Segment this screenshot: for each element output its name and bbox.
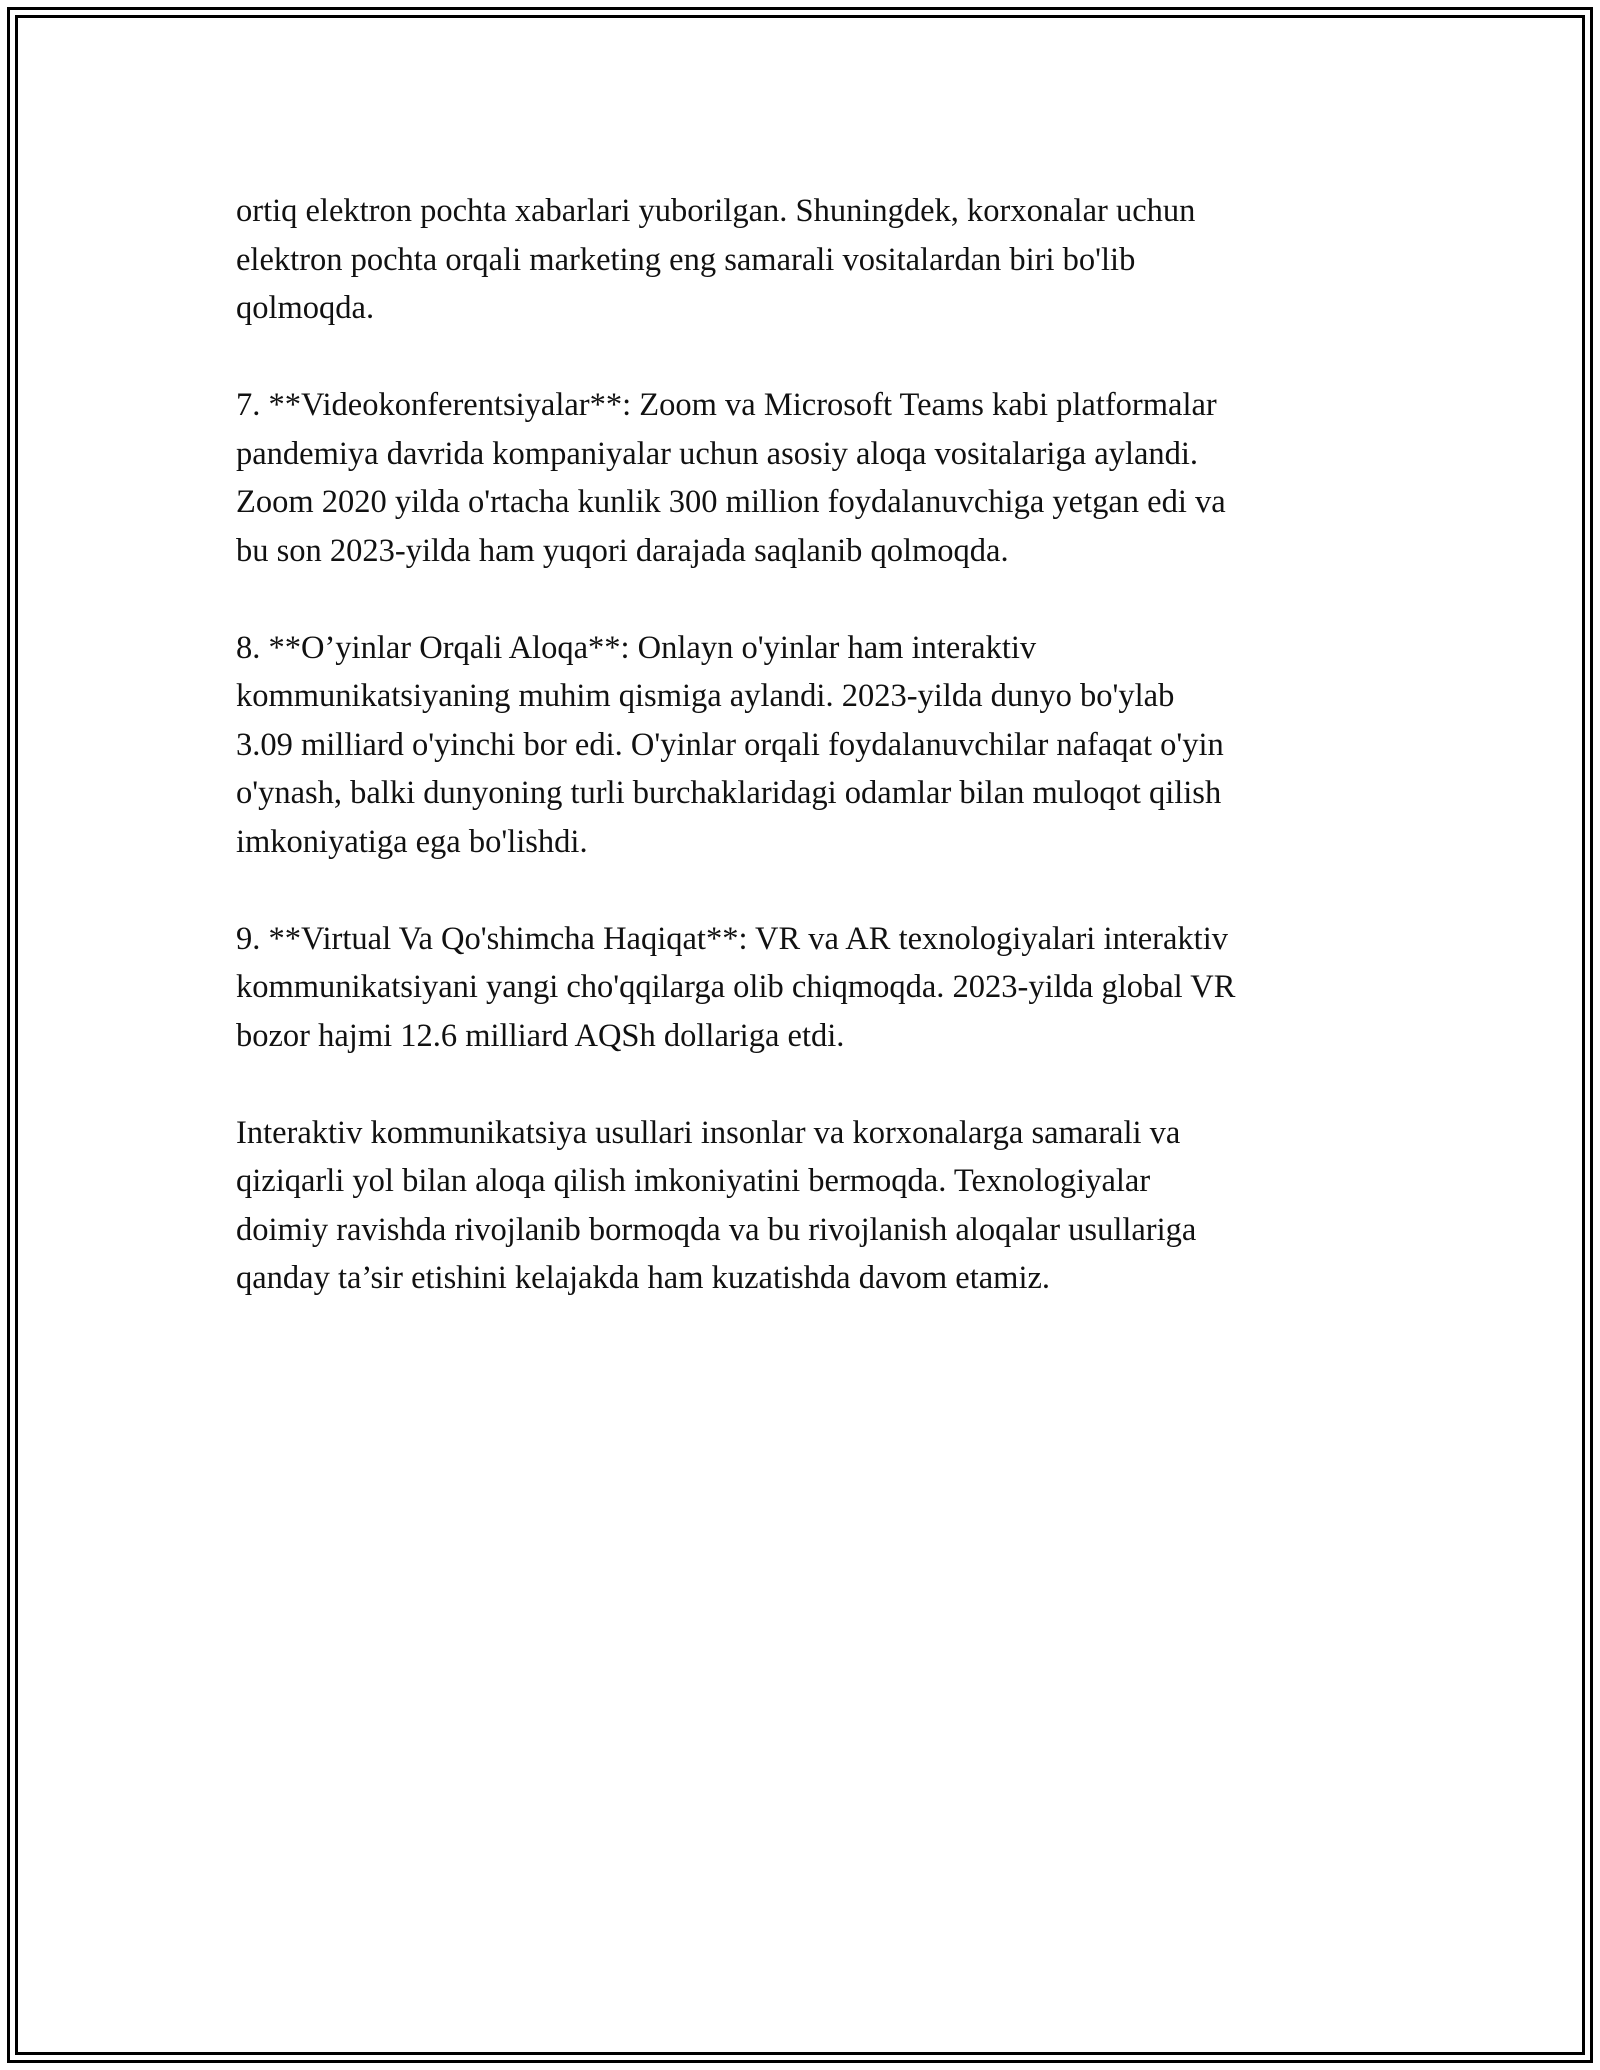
paragraph-virtual-augmented-reality: 9. **Virtual Va Qo'shimcha Haqiqat**: VR va AR texnologiyalari interaktiv kommunikatsiyani yangi cho'qqilarga olib chiqmoqda. 2023-yilda global VR bozor hajmi 12.6 milliard AQSh dollariga etdi. bbox=[236, 920, 1236, 1054]
paragraph-videoconferencing: 7. **Videokonferentsiyalar**: Zoom va Microsoft Teams kabi platformalar pandemiya davrida kompaniyalar uchun asosiy aloqa vositalariga aylandi. Zoom 2020 yilda o'rtacha kunlik 300 million foydalanuvchiga yetgan edi va bu son 2023-yilda ham yuqori darajada saqlanib qolmoqda. bbox=[236, 387, 1226, 569]
paragraph-email-continuation: ortiq elektron pochta xabarlari yuborilgan. Shuningdek, korxonalar uchun elektron pochta orqali marketing eng samarali vositalardan biri bo'lib qolmoqda. bbox=[236, 193, 1196, 326]
paragraph-gaming-communication: 8. **O’yinlar Orqali Aloqa**: Onlayn o'yinlar ham interaktiv kommunikatsiyaning muhim qismiga aylandi. 2023-yilda dunyo bo'ylab 3.09 milliard o'yinchi bor edi. O'yinlar orqali foydalanuvchilar nafaqat o'yin o'ynash, balki dunyoning turli burchaklaridagi odamlar bilan muloqot qilish imkoniyatiga ega bo'lishdi. bbox=[236, 629, 1224, 860]
paragraph-conclusion: Interaktiv kommunikatsiya usullari insonlar va korxonalarga samarali va qiziqarli yol bilan aloqa qilish imkoniyatini bermoqda. Texnologiyalar doimiy ravishda rivojlanib bormoqda va bu rivojlanish aloqalar usullariga qanday ta’sir etishini kelajakda ham kuzatishda davom etamiz. bbox=[236, 1114, 1197, 1296]
document-body bbox=[236, 187, 1416, 1351]
